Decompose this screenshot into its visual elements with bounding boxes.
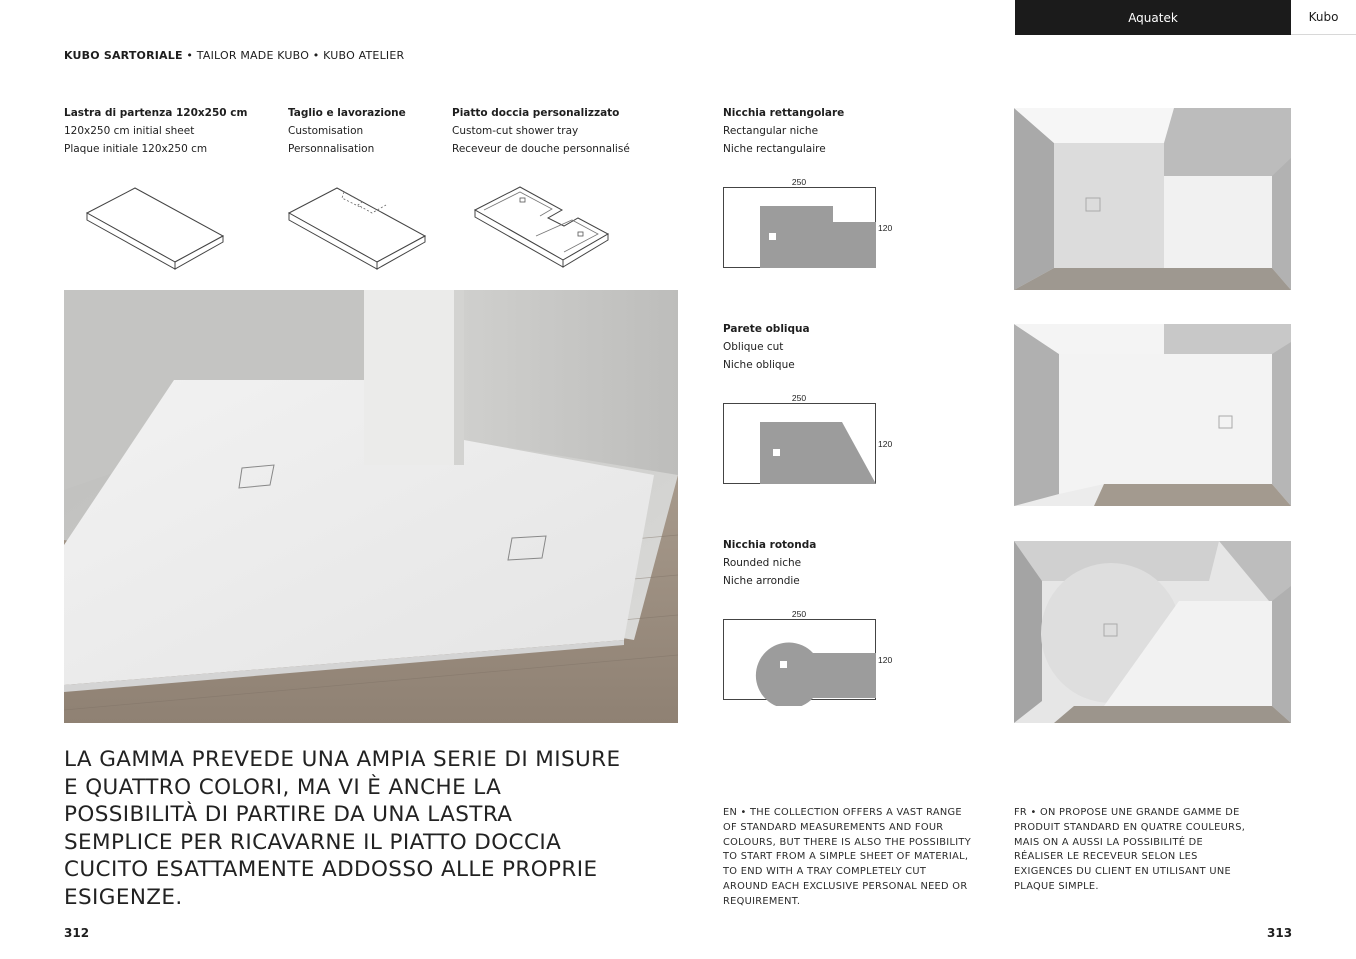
- niche-fr: Niche oblique: [723, 359, 795, 371]
- step-en: 120x250 cm initial sheet: [64, 125, 195, 137]
- french-text: FR • ON PROPOSE UNE GRANDE GAMME DE PRODUIT STANDARD EN QUATRE COULEURS, MAIS ON A AUSSI LA POSSIBILITÉ DE RÉALISER LE RECEVEUR SELON LES EXIGENCES DU CLIENT EN UTILISANT UNE PLAQUE SIMPLE.: [1014, 807, 1246, 892]
- niche-width-label: 250: [791, 393, 807, 403]
- niche-fr: Niche rectangulaire: [723, 143, 826, 155]
- page-number-right: 313: [1267, 926, 1293, 940]
- niche-width-label: 250: [791, 177, 807, 187]
- step-caption-1: [64, 104, 247, 158]
- tab-kubo[interactable]: [1291, 0, 1356, 35]
- step-title: Lastra di partenza 120x250 cm: [64, 107, 248, 119]
- rectangular-niche-diagram: [718, 174, 903, 274]
- page-number-left: 312: [64, 926, 90, 940]
- step-fr: Personnalisation: [288, 143, 375, 155]
- step-caption-3: [452, 104, 630, 158]
- niche-caption-1: [723, 104, 844, 158]
- step-title: Piatto doccia personalizzato: [452, 107, 620, 119]
- cutting-drawing: [282, 180, 432, 275]
- niche-depth-label: 120: [878, 655, 893, 665]
- rectangular-niche-photo: [1014, 108, 1291, 290]
- niche-depth-label: 120: [878, 223, 893, 233]
- step-en: Custom-cut shower tray: [452, 125, 579, 137]
- rounded-niche-photo: [1014, 541, 1291, 723]
- niche-caption-2: [723, 320, 810, 374]
- niche-fr: Niche arrondie: [723, 575, 800, 587]
- main-slogan: LA GAMMA PREVEDE UNA AMPIA SERIE DI MISURE E QUATTRO COLORI, MA VI È ANCHE LA POSSIBILITÀ DI PARTIRE DA UNA LASTRA SEMPLICE PER RICAVARNE IL PIATTO DOCCIA CUCITO ESATTAMENTE ADDOSSO ALLE PROPRIE ESIGENZE.: [64, 747, 621, 910]
- niche-title: Nicchia rotonda: [723, 539, 817, 551]
- section-subtitle: • TAILOR MADE KUBO • KUBO ATELIER: [182, 49, 405, 62]
- step-fr: Receveur de douche personnalisé: [452, 143, 630, 155]
- step-fr: Plaque initiale 120x250 cm: [64, 143, 208, 155]
- english-text: EN • THE COLLECTION OFFERS A VAST RANGE OF STANDARD MEASUREMENTS AND FOUR COLOURS, BUT THERE IS ALSO THE POSSIBILITY TO START FROM A SIMPLE SHEET OF MATERIAL, TO END WITH A TRAY COMPLETELY CUT AROUND EACH EXCLUSIVE PERSONAL NEED OR REQUIREMENT.: [723, 807, 971, 907]
- rounded-niche-diagram: [718, 606, 903, 706]
- tab-aquatek-label: Aquatek: [1128, 10, 1178, 25]
- niche-en: Rounded niche: [723, 557, 802, 569]
- section-header: [64, 49, 404, 62]
- niche-title: Nicchia rettangolare: [723, 107, 845, 119]
- step-caption-2: [288, 104, 406, 158]
- custom-tray-drawing: [468, 180, 618, 275]
- section-title: KUBO SARTORIALE: [64, 49, 183, 62]
- step-en: Customisation: [288, 125, 364, 137]
- step-title: Taglio e lavorazione: [288, 107, 406, 119]
- oblique-niche-photo: [1014, 324, 1291, 506]
- niche-en: Rectangular niche: [723, 125, 819, 137]
- oblique-niche-diagram: [718, 390, 903, 490]
- tab-kubo-label: Kubo: [1308, 10, 1339, 24]
- niche-depth-label: 120: [878, 439, 893, 449]
- niche-title: Parete obliqua: [723, 323, 810, 335]
- main-shower-photo: [64, 290, 678, 723]
- niche-width-label: 250: [791, 609, 807, 619]
- initial-sheet-drawing: [80, 180, 230, 275]
- niche-en: Oblique cut: [723, 341, 784, 353]
- tab-aquatek[interactable]: [1015, 0, 1291, 35]
- niche-caption-3: [723, 536, 816, 590]
